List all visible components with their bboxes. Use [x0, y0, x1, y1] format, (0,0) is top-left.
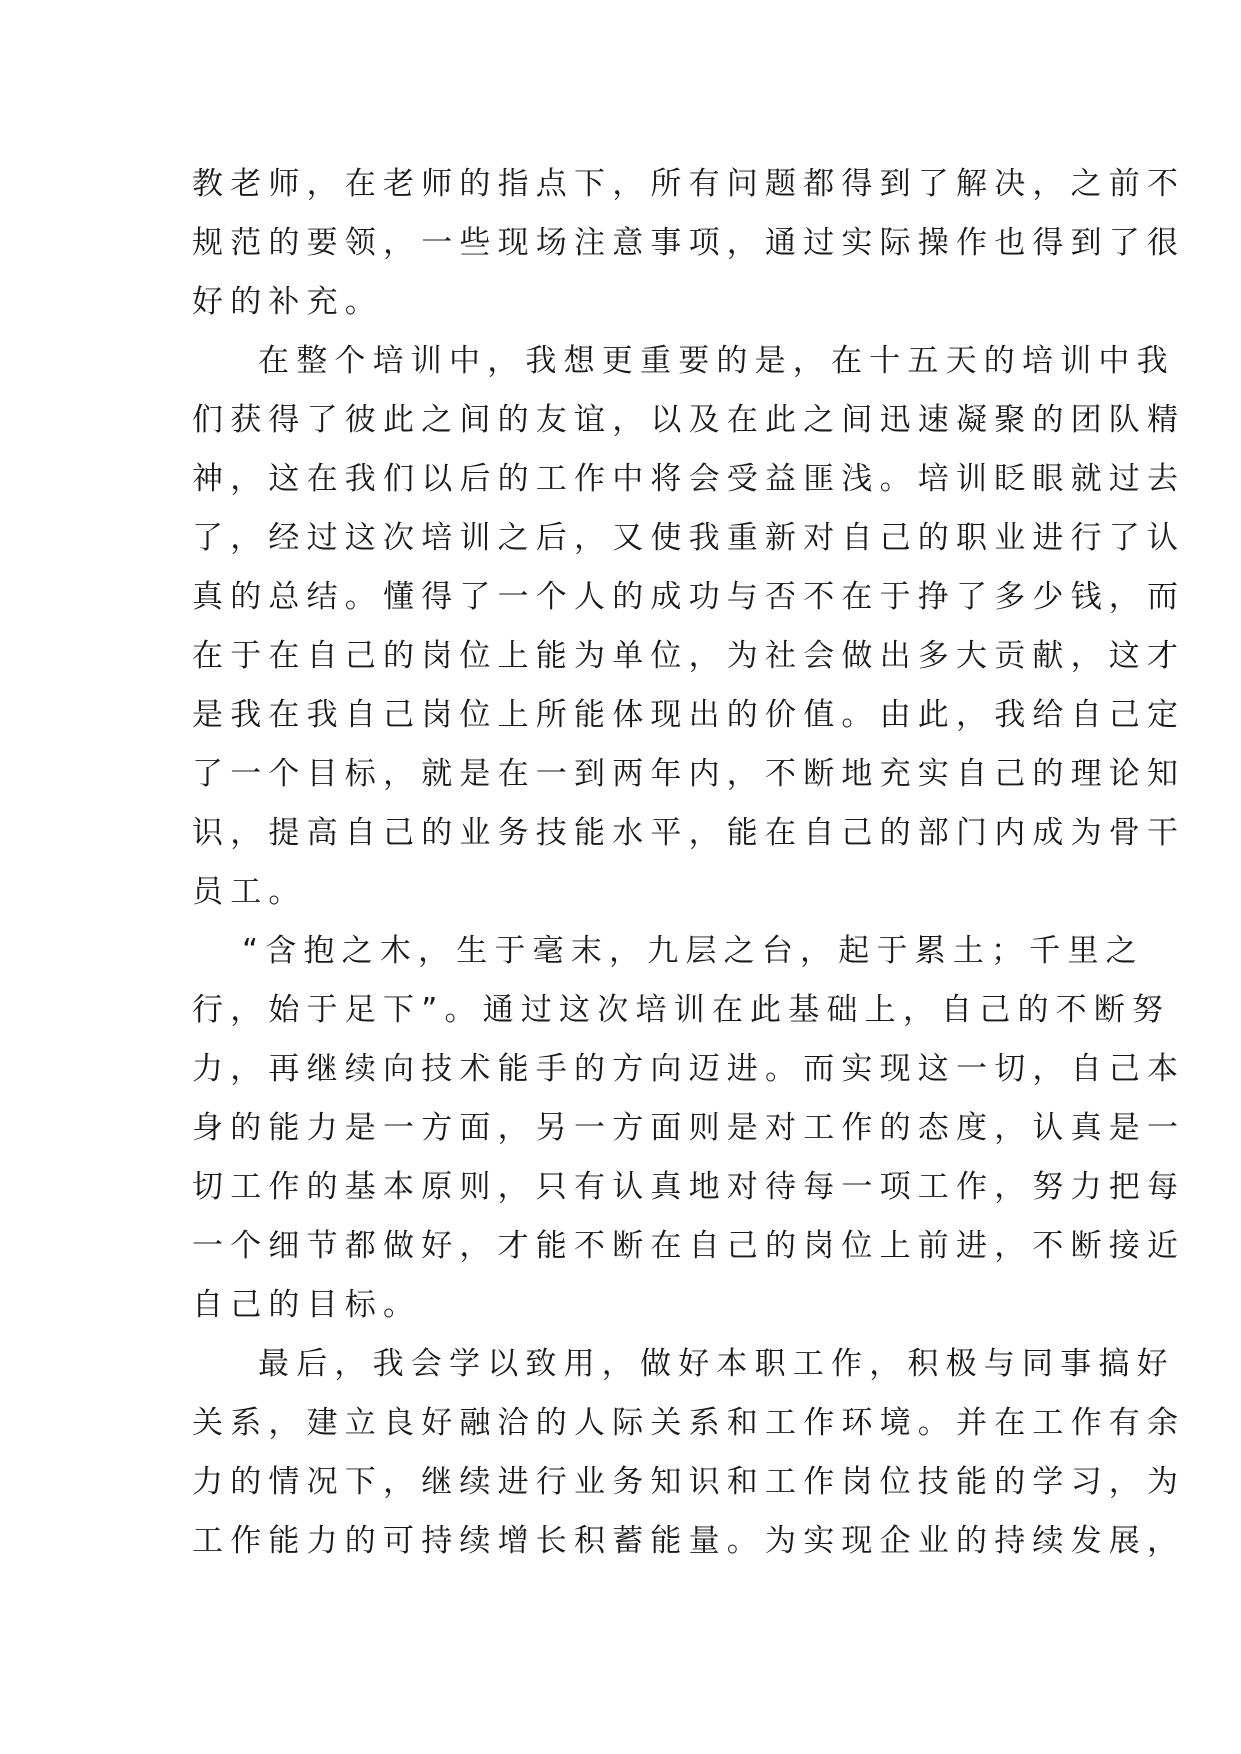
- text-line: 工作能力的可持续增长积蓄能量。为实现企业的持续发展，: [192, 1523, 1186, 1559]
- text-line: “含抱之木，生于毫末，九层之台，起于累土；千里之: [242, 933, 1144, 969]
- text-line: 最后，我会学以致用，做好本职工作，积极与同事搞好: [258, 1346, 1175, 1382]
- text-line: 了，经过这次培训之后，又使我重新对自己的职业进行了认: [192, 520, 1186, 556]
- text-line: 们获得了彼此之间的友谊，以及在此之间迅速凝聚的团队精: [192, 402, 1186, 438]
- text-line: 在于在自己的岗位上能为单位，为社会做出多大贡献，这才: [192, 638, 1186, 674]
- text-line: 规范的要领，一些现场注意事项，通过实际操作也得到了很: [192, 225, 1186, 261]
- text-line: 行，始于足下”。通过这次培训在此基础上，自己的不断努: [192, 992, 1171, 1028]
- text-line: 自己的目标。: [192, 1287, 422, 1323]
- text-line: 了一个目标，就是在一到两年内，不断地充实自己的理论知: [192, 756, 1186, 792]
- text-line: 切工作的基本原则，只有认真地对待每一项工作，努力把每: [192, 1169, 1186, 1205]
- text-line: 力，再继续向技术能手的方向迈进。而实现这一切，自己本: [192, 1051, 1186, 1087]
- text-line: 身的能力是一方面，另一方面则是对工作的态度，认真是一: [192, 1110, 1186, 1146]
- text-line: 力的情况下，继续进行业务知识和工作岗位技能的学习，为: [192, 1464, 1186, 1500]
- text-line: 好的补充。: [192, 284, 383, 320]
- text-line: 在整个培训中，我想更重要的是，在十五天的培训中我: [258, 343, 1175, 379]
- text-line: 是我在我自己岗位上所能体现出的价值。由此，我给自己定: [192, 697, 1186, 733]
- body-text: [192, 155, 1186, 1571]
- text-line: 员工。: [192, 874, 307, 910]
- text-line: 真的总结。懂得了一个人的成功与否不在于挣了多少钱，而: [192, 579, 1186, 615]
- text-line: 识，提高自己的业务技能水平，能在自己的部门内成为骨干: [192, 815, 1186, 851]
- text-line: 神，这在我们以后的工作中将会受益匪浅。培训眨眼就过去: [192, 461, 1186, 497]
- text-line: 一个细节都做好，才能不断在自己的岗位上前进，不断接近: [192, 1228, 1186, 1264]
- text-line: 关系，建立良好融洽的人际关系和工作环境。并在工作有余: [192, 1405, 1186, 1441]
- text-line: 教老师，在老师的指点下，所有问题都得到了解决，之前不: [192, 166, 1186, 202]
